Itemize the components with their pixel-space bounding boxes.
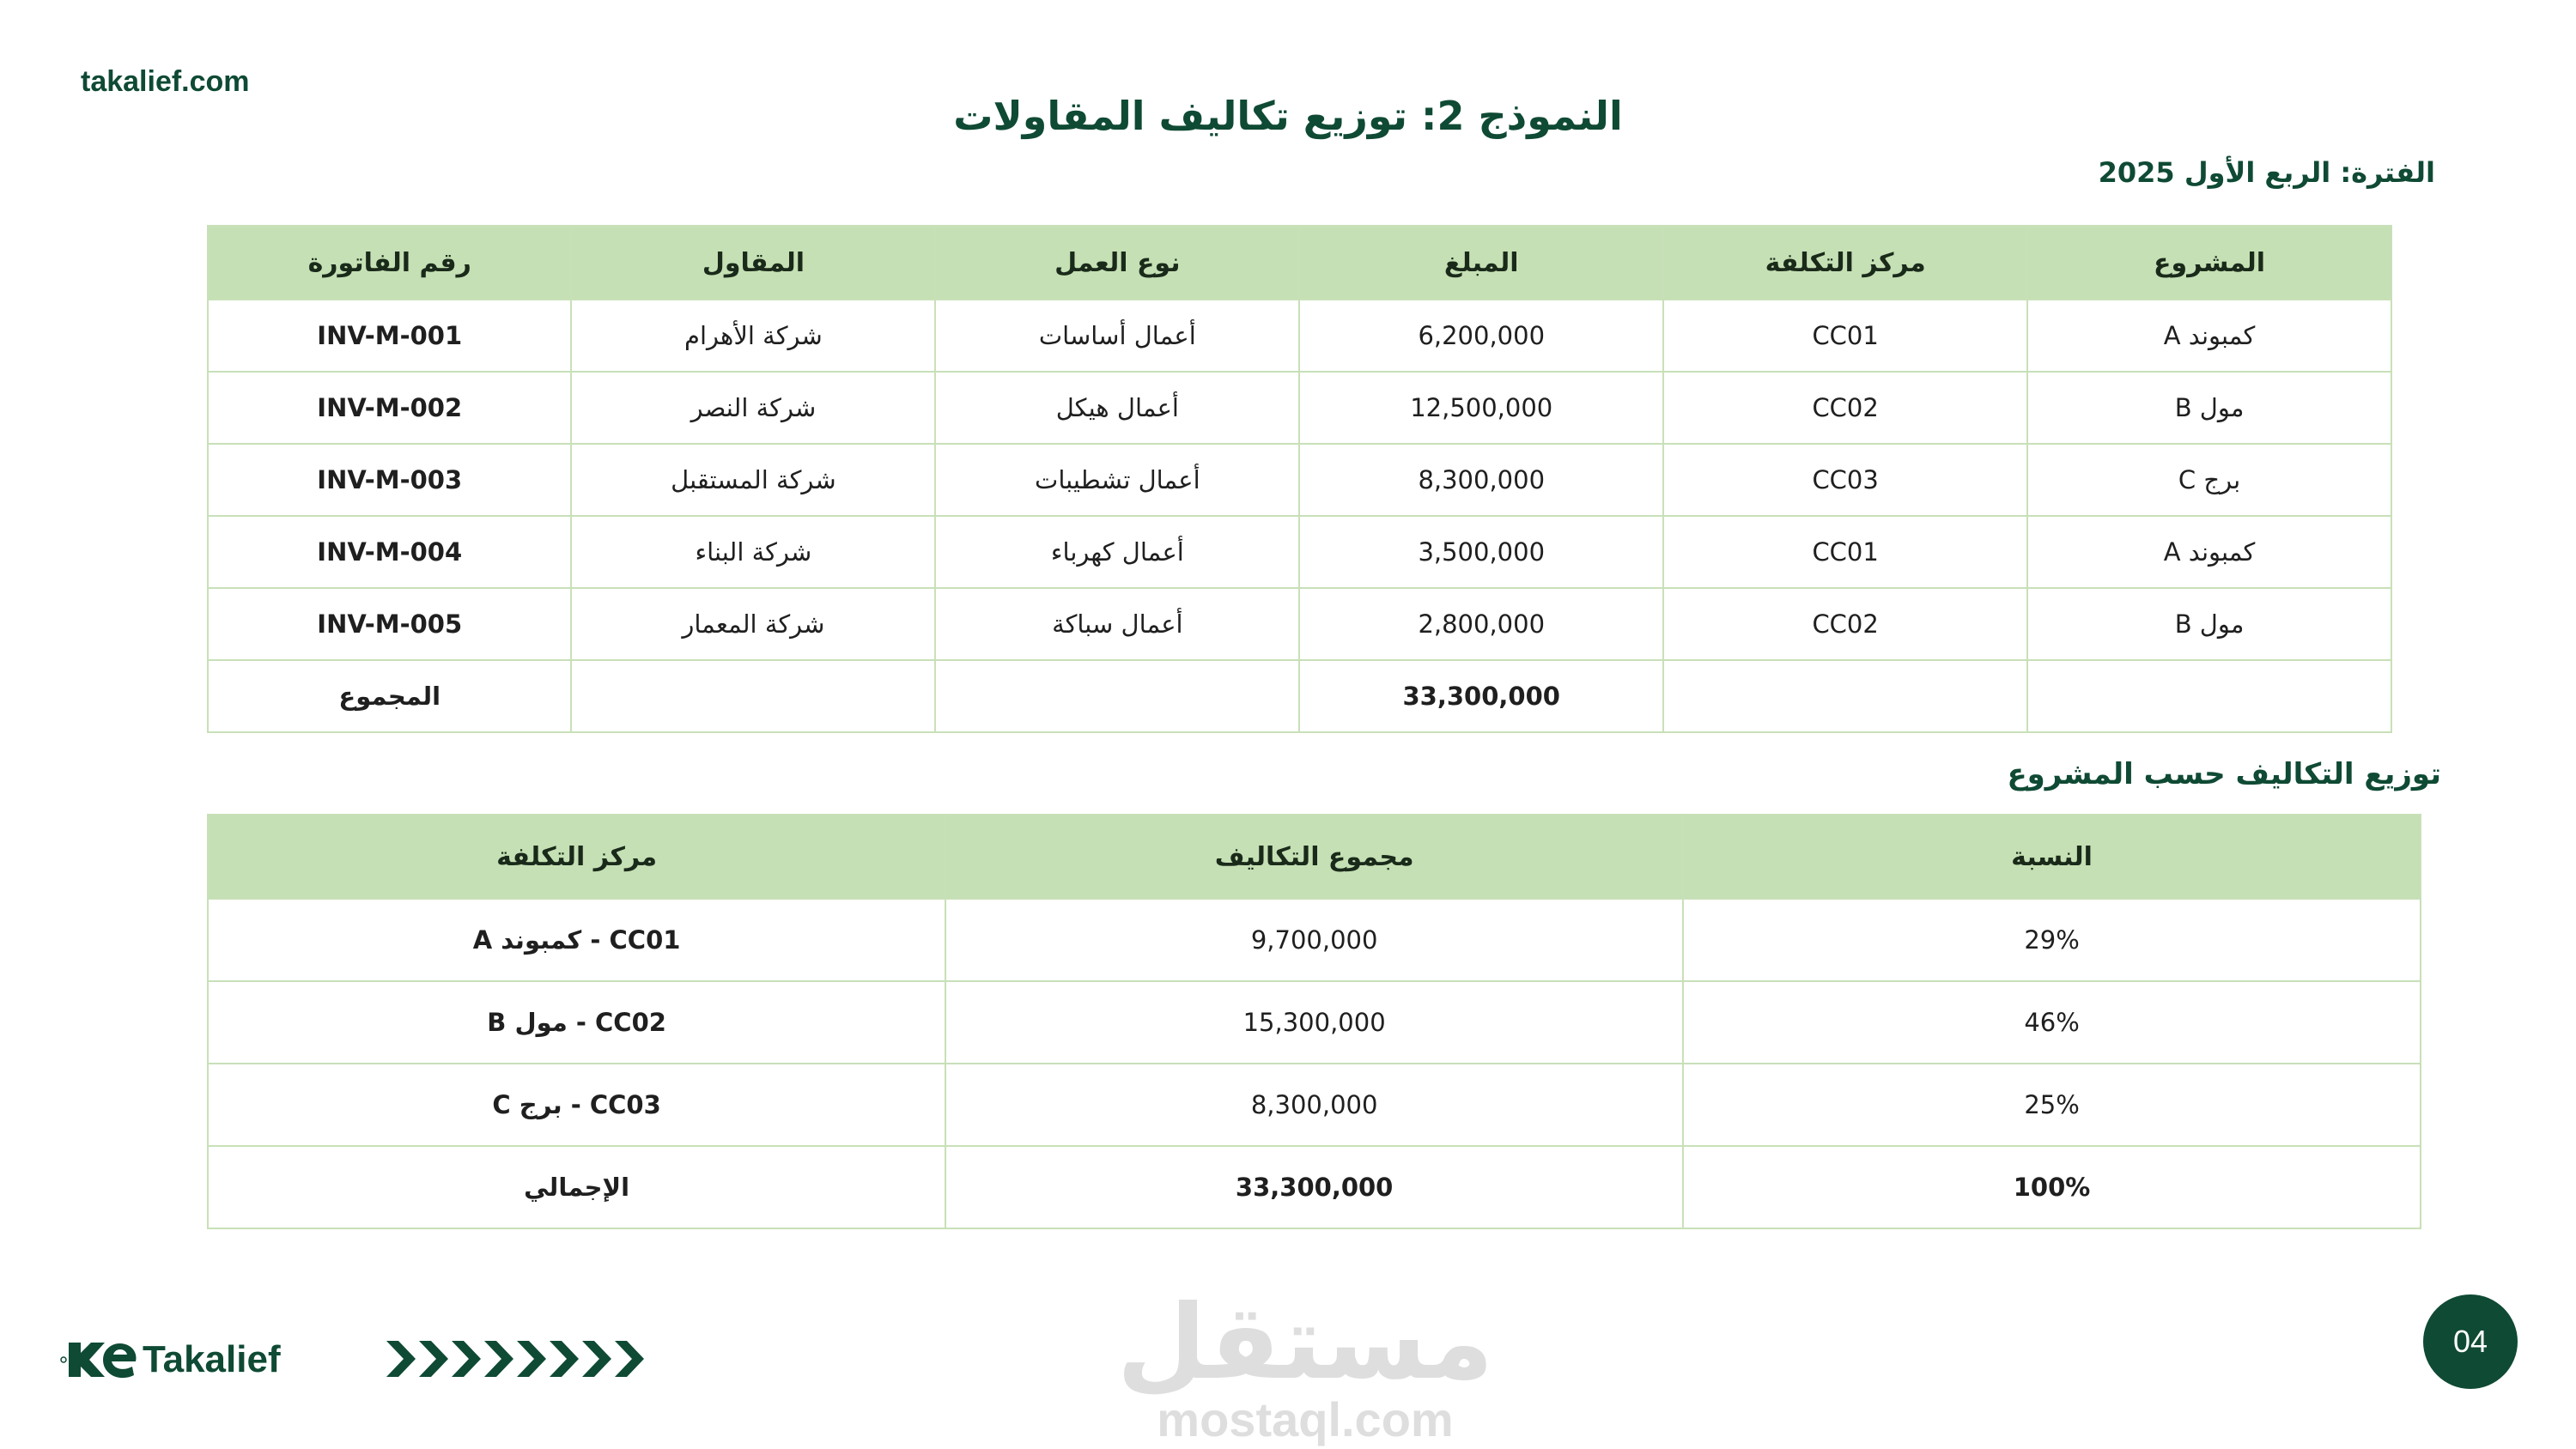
cell-amount: 12,500,000 xyxy=(1299,372,1663,444)
project-distribution-table xyxy=(207,814,2421,1229)
total-row xyxy=(208,660,2391,732)
total-label: الإجمالي xyxy=(208,1146,945,1228)
column-header-amount: المبلغ xyxy=(1299,226,1663,300)
total-percentage: 100% xyxy=(1683,1146,2421,1228)
cell-contractor: شركة المستقبل xyxy=(571,444,935,516)
cell-total-costs: 9,700,000 xyxy=(945,899,1683,981)
cell-cost-center: CC01 xyxy=(1663,516,2027,588)
contractor-costs-table xyxy=(207,225,2392,733)
site-url[interactable]: takalief.com xyxy=(81,65,250,98)
period-label: الفترة: الربع الأول 2025 xyxy=(2098,156,2435,189)
cell-contractor: شركة البناء xyxy=(571,516,935,588)
cell-cost-center: CC03 - برج C xyxy=(208,1064,945,1146)
cell-invoice-number: INV-M-002 xyxy=(208,372,571,444)
cell-amount: 2,800,000 xyxy=(1299,588,1663,660)
cell-work-type: أعمال هيكل xyxy=(935,372,1299,444)
cell-contractor: شركة الأهرام xyxy=(571,300,935,372)
cell-work-type: أعمال سباكة xyxy=(935,588,1299,660)
cell-contractor: شركة النصر xyxy=(571,372,935,444)
column-header-total-costs: مجموع التكاليف xyxy=(945,815,1683,899)
cell-invoice-number: INV-M-003 xyxy=(208,444,571,516)
page-number-badge: 04 xyxy=(2423,1294,2518,1389)
cell-work-type: أعمال أساسات xyxy=(935,300,1299,372)
cell-work-type: أعمال تشطيبات xyxy=(935,444,1299,516)
page-title: النموذج 2: توزيع تكاليف المقاولات xyxy=(953,93,1623,139)
cell-project: كمبوند A xyxy=(2027,516,2391,588)
cell-total-costs: 15,300,000 xyxy=(945,981,1683,1064)
table-row xyxy=(208,588,2391,660)
cell-empty xyxy=(2027,660,2391,732)
cell-percentage: 46% xyxy=(1683,981,2421,1064)
column-header-cost-center: مركز التكلفة xyxy=(208,815,945,899)
cell-project: مول B xyxy=(2027,588,2391,660)
table-row xyxy=(208,1064,2421,1146)
column-header-invoice-number: رقم الفاتورة xyxy=(208,226,571,300)
mostaql-watermark xyxy=(1099,1283,1511,1446)
logo-text: Takalief xyxy=(143,1338,281,1380)
table-row xyxy=(208,300,2391,372)
cell-empty xyxy=(935,660,1299,732)
watermark-url: mostaql.com xyxy=(1157,1392,1454,1446)
cell-empty xyxy=(571,660,935,732)
cell-amount: 6,200,000 xyxy=(1299,300,1663,372)
table-header-row xyxy=(208,815,2421,899)
cell-percentage: 29% xyxy=(1683,899,2421,981)
cell-project: مول B xyxy=(2027,372,2391,444)
cell-cost-center: CC01 - كمبوند A xyxy=(208,899,945,981)
cell-amount: 8,300,000 xyxy=(1299,444,1663,516)
table-header-row xyxy=(208,226,2391,300)
cell-contractor: شركة المعمار xyxy=(571,588,935,660)
table-row xyxy=(208,516,2391,588)
cell-percentage: 25% xyxy=(1683,1064,2421,1146)
chevron-arrows-icon xyxy=(386,1337,648,1380)
table-row xyxy=(208,981,2421,1064)
section-title: توزيع التكاليف حسب المشروع xyxy=(2007,757,2441,791)
logo-mark-icon xyxy=(60,1336,139,1384)
table-row xyxy=(208,444,2391,516)
total-label: المجموع xyxy=(208,660,571,732)
cell-empty xyxy=(1663,660,2027,732)
column-header-work-type: نوع العمل xyxy=(935,226,1299,300)
column-header-cost-center: مركز التكلفة xyxy=(1663,226,2027,300)
total-row xyxy=(208,1146,2421,1228)
watermark-arabic: مستقل xyxy=(1116,1283,1494,1403)
total-amount: 33,300,000 xyxy=(1299,660,1663,732)
column-header-project: المشروع xyxy=(2027,226,2391,300)
total-costs: 33,300,000 xyxy=(945,1146,1683,1228)
column-header-contractor: المقاول xyxy=(571,226,935,300)
cell-cost-center: CC02 xyxy=(1663,588,2027,660)
cell-project: برج C xyxy=(2027,444,2391,516)
cell-project: كمبوند A xyxy=(2027,300,2391,372)
cell-invoice-number: INV-M-004 xyxy=(208,516,571,588)
column-header-percentage: النسبة xyxy=(1683,815,2421,899)
cell-cost-center: CC03 xyxy=(1663,444,2027,516)
cell-invoice-number: INV-M-001 xyxy=(208,300,571,372)
cell-total-costs: 8,300,000 xyxy=(945,1064,1683,1146)
cell-cost-center: CC02 xyxy=(1663,372,2027,444)
table-row xyxy=(208,372,2391,444)
cell-amount: 3,500,000 xyxy=(1299,516,1663,588)
cell-cost-center: CC02 - مول B xyxy=(208,981,945,1064)
table-row xyxy=(208,899,2421,981)
cell-work-type: أعمال كهرباء xyxy=(935,516,1299,588)
cell-cost-center: CC01 xyxy=(1663,300,2027,372)
cell-invoice-number: INV-M-005 xyxy=(208,588,571,660)
takalief-logo xyxy=(60,1336,318,1384)
